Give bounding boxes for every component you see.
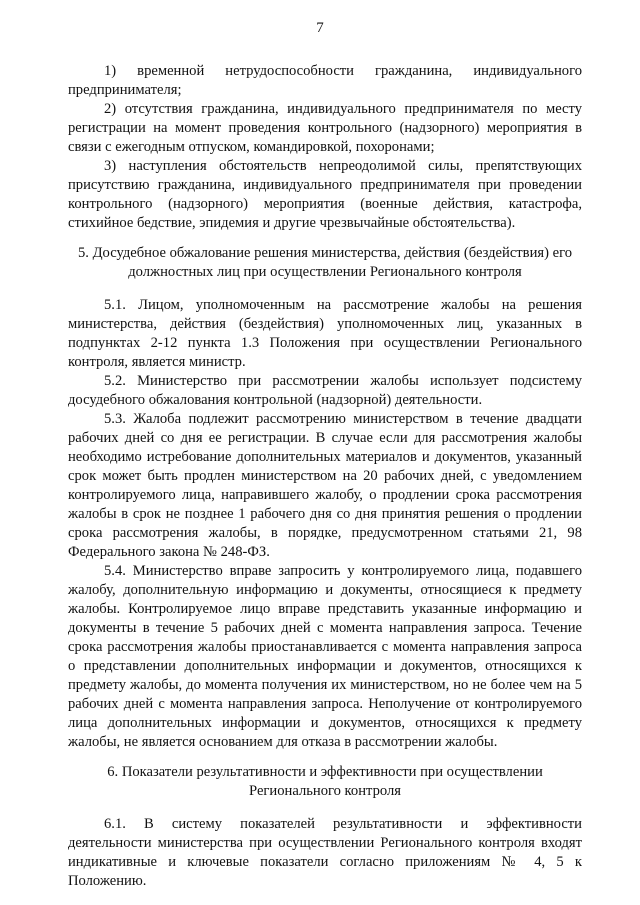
paragraph-4-item-2: 2) отсутствия гражданина, индивидуального предпринимателя по месту регистрации на момент проведения контрольного (надзорного) мероприятия в связи с ежегодным отпуском, командировкой, похоронами; <box>68 101 582 155</box>
paragraph-5-1: 5.1. Лицом, уполномоченным на рассмотрение жалобы на решения министерства, действия (бездействия) уполномоченных лиц, указанных в подпунктах 2-12 пункта 1.3 Положения при осуществлении Регионального контроля, является министр. <box>68 297 582 370</box>
paragraph-4-item-3: 3) наступления обстоятельств непреодолимой силы, препятствующих присутствию гражданина, индивидуального предпринимателя при проведении контрольного (надзорного) мероприятия (военные действия, катастрофа, стихийное бедствие, эпидемия и другие чрезвычайные обстоятельства). <box>68 158 582 231</box>
document-body <box>68 62 582 891</box>
paragraph-5-4: 5.4. Министерство вправе запросить у контролируемого лица, подавшего жалобу, дополнительную информацию и документы, относящиеся к предмету жалобы. Контролируемое лицо вправе представить указанные информацию и документы в течение 5 рабочих дней с момента направления запроса. Течение срока рассмотрения жалобы приостанавливается с момента направления запроса о представлении дополнительных информации и документов, относящихся к предмету жалобы, до момента получения их министерством, но не более чем на 5 рабочих дней с момента направления запроса. Неполучение от контролируемого лица дополнительных информации и документов, относящихся к предмету жалобы, не является основанием для отказа в рассмотрении жалобы. <box>68 563 582 750</box>
paragraph-5-2: 5.2. Министерство при рассмотрении жалобы использует подсистему досудебного обжалования контрольной (надзорной) деятельности. <box>68 373 582 408</box>
page-number: 7 <box>316 20 324 36</box>
paragraph-5-3: 5.3. Жалоба подлежит рассмотрению министерством в течение двадцати рабочих дней со дня ее регистрации. В случае если для рассмотрения жалобы необходимо истребование дополнительных материалов и документов, указанный срок может быть продлен министерством на 20 рабочих дней, с уведомлением контролируемого лица, направившего жалобу, о продлении срока рассмотрения жалобы в срок не позднее 1 рабочего дня со дня принятия решения о продлении срока рассмотрения жалобы, в порядке, предусмотренном статьями 21, 98 Федерального закона № 248-ФЗ. <box>68 411 582 560</box>
section-5-heading: 5. Досудебное обжалование решения министерства, действия (бездействия) его должностных лиц при осуществлении Регионального контроля <box>77 245 572 280</box>
paragraph-6-1: 6.1. В систему показателей результативности и эффективности деятельности министерства при осуществлении Регионального контроля входят индикативные и ключевые показатели согласно приложениям № 4, 5 к Положению. <box>68 816 582 889</box>
paragraph-4-item-1: 1) временной нетрудоспособности гражданина, индивидуального предпринимателя; <box>68 63 582 98</box>
section-6-heading: 6. Показатели результативности и эффективности при осуществлении Регионального контроля <box>107 764 543 799</box>
